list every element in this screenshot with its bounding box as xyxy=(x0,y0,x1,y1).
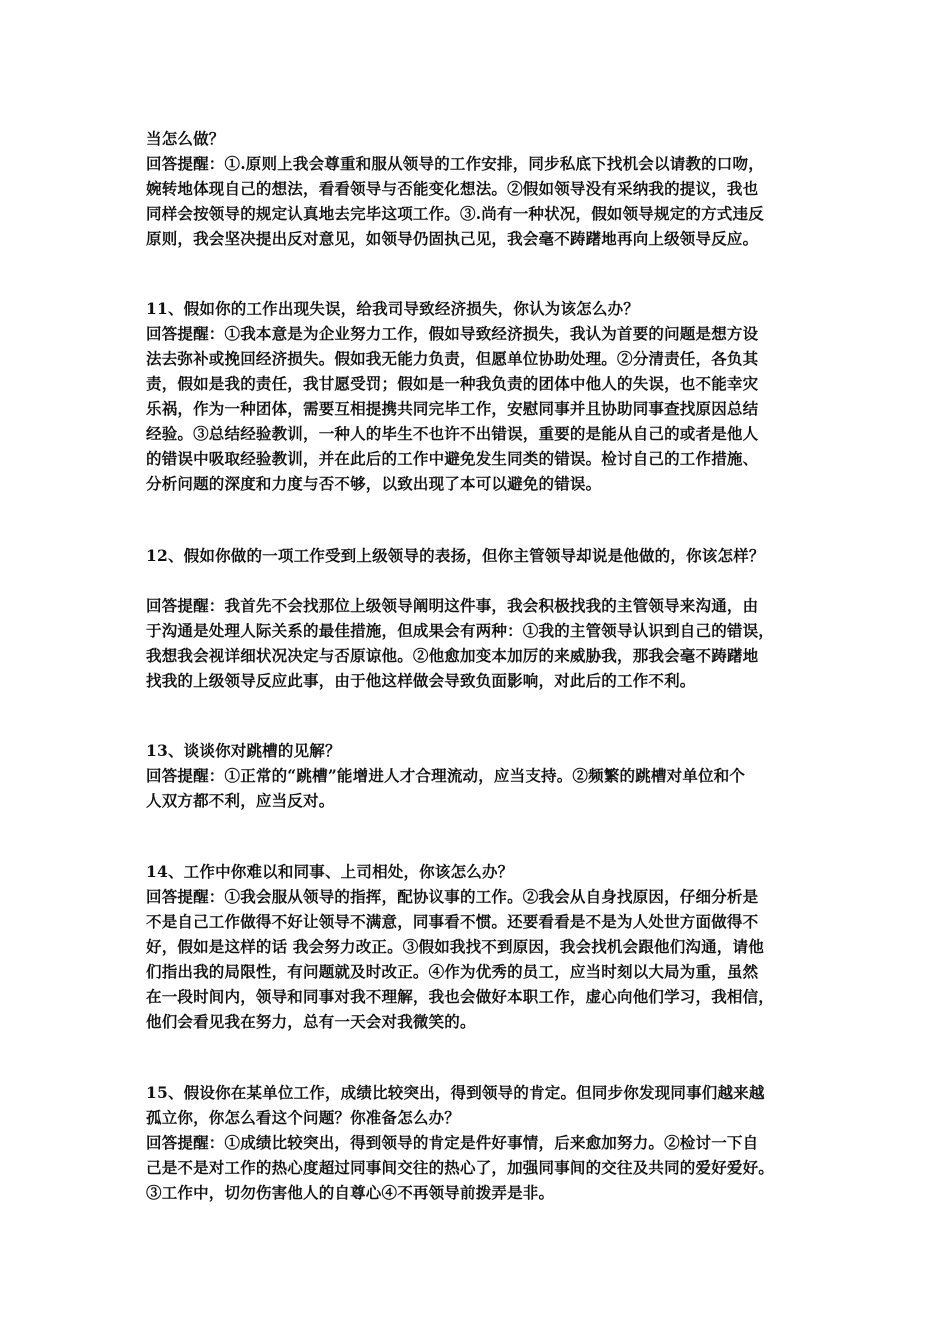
question-title: 14、工作中你难以和同事、上司相处，你该怎么办？ xyxy=(146,862,514,881)
text-line: 回答提醒：①我会服从领导的指挥，配协议事的工作。②我会从自身找原因，仔细分析是 xyxy=(146,887,759,906)
answer-block-10-continued xyxy=(146,126,816,251)
text-line: 好，假如是这样的话 我会努力改正。③假如我找不到原因，我会找机会跟他们沟通，请他 xyxy=(146,937,764,956)
question-block-13 xyxy=(146,738,816,813)
text-line: 法去弥补或挽回经济损失。假如我无能力负责，但愿单位协助处理。②分清责任，各负其 xyxy=(146,349,759,368)
text-line: 我想我会视详细状况决定与否原谅他。②他愈加变本加厉的来威胁我，那我会毫不踌躇地 xyxy=(146,646,759,665)
text-line: 回答提醒：①.原则上我会尊重和服从领导的工作安排，同步私底下找机会以请教的口吻， xyxy=(146,154,764,173)
text-line: 们指出我的局限性，有问题就及时改正。④作为优秀的员工，应当时刻以大局为重，虽然 xyxy=(146,962,759,981)
text-line: 原则，我会坚决提出反对意见，如领导仍固执己见，我会毫不踌躇地再向上级领导反应。 xyxy=(146,229,759,248)
text-line: 回答提醒：我首先不会找那位上级领导阐明这件事，我会积极找我的主管领导来沟通，由 xyxy=(146,596,759,615)
text-line: ③工作中，切勿伤害他人的自尊心④不再领导前拨弄是非。 xyxy=(146,1183,555,1202)
text-line: 乐祸，作为一种团体，需要互相提携共同完毕工作，安慰同事并且协助同事查找原因总结 xyxy=(146,399,759,418)
question-block-11 xyxy=(146,296,816,496)
text-line: 的错误中吸取经验教训，并在此后的工作中避免发生同类的错误。检讨自己的工作措施、 xyxy=(146,449,759,468)
text-line: 经验。③总结经验教训，一种人的毕生不也许不出错误，重要的是能从自己的或者是他人 xyxy=(146,424,759,443)
text-line: 回答提醒：①成绩比较突出，得到领导的肯定是件好事情，后来愈加努力。②检讨一下自 xyxy=(146,1133,759,1152)
answer-block-12 xyxy=(146,593,816,693)
text-line: 当怎么做？ xyxy=(146,129,225,148)
text-line: 分析问题的深度和力度与否不够，以致出现了本可以避免的错误。 xyxy=(146,474,602,493)
text-line: 婉转地体现自己的想法，看看领导与否能变化想法。②假如领导没有采纳我的提议，我也 xyxy=(146,179,759,198)
question-block-14 xyxy=(146,859,816,1034)
text-line: 不是自己工作做得不好让领导不满意，同事看不惯。还要看看是不是为人处世方面做得不 xyxy=(146,912,759,931)
question-title: 12、假如你做的一项工作受到上级领导的表扬，但你主管领导却说是他做的，你该怎样？ xyxy=(146,546,765,565)
text-line: 责，假如是我的责任，我甘愿受罚；假如是一种我负责的团体中他人的失误，也不能幸灾 xyxy=(146,374,759,393)
question-title: 孤立你，你怎么看这个问题？你准备怎么办？ xyxy=(146,1108,461,1127)
question-block-15 xyxy=(146,1080,816,1205)
question-title: 15、假设你在某单位工作，成绩比较突出，得到领导的肯定。但同步你发现同事们越来越 xyxy=(146,1083,765,1102)
text-line: 于沟通是处理人际关系的最佳措施，但成果会有两种：①我的主管领导认识到自己的错误， xyxy=(146,621,775,640)
question-block-12-title xyxy=(146,543,816,568)
question-title: 11、假如你的工作出现失误，给我司导致经济损失，你认为该怎么办？ xyxy=(146,299,639,318)
text-line: 回答提醒：①我本意是为企业努力工作，假如导致经济损失，我认为首要的问题是想方设 xyxy=(146,324,759,343)
text-line: 他们会看见我在努力，总有一天会对我微笑的。 xyxy=(146,1012,476,1031)
question-title: 13、谈谈你对跳槽的见解？ xyxy=(146,741,341,760)
text-line: 同样会按领导的规定认真地去完毕这项工作。③.尚有一种状况，假如领导规定的方式违反 xyxy=(146,204,764,223)
text-line: 己是不是对工作的热心度超过同事间交往的热心了，加强同事间的交往及共同的爱好爱好。 xyxy=(146,1158,775,1177)
text-line: 找我的上级领导反应此事，由于他这样做会导致负面影响，对此后的工作不利。 xyxy=(146,671,696,690)
text-line: 在一段时间内，领导和同事对我不理解，我也会做好本职工作，虚心向他们学习，我相信， xyxy=(146,987,775,1006)
text-line: 人双方都不利，应当反对。 xyxy=(146,791,335,810)
text-line: 回答提醒：①正常的“跳槽”能增进人才合理流动，应当支持。②频繁的跳槽对单位和个 xyxy=(146,766,746,785)
